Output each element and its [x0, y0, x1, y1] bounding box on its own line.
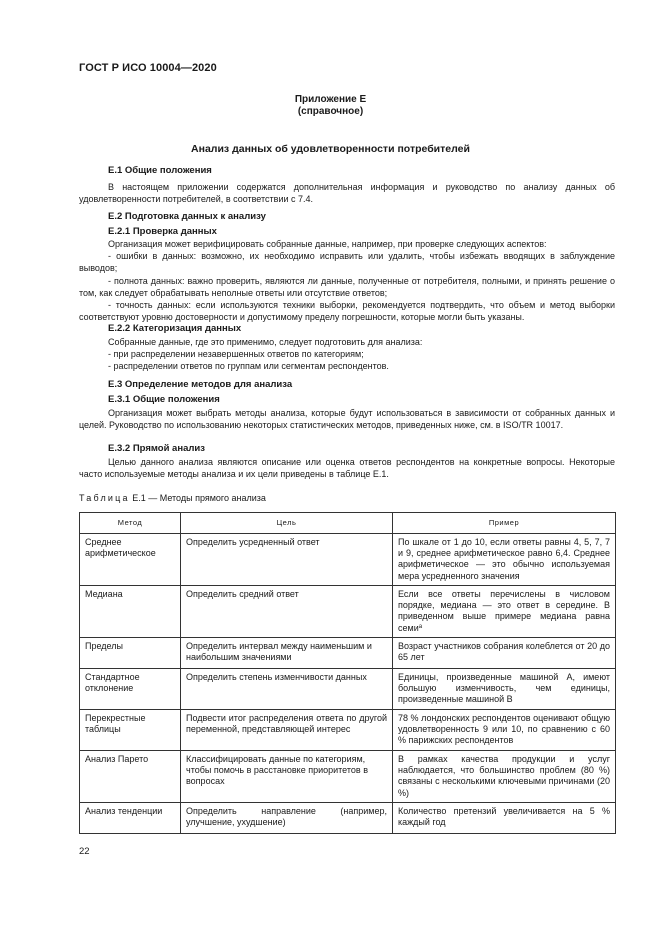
section-e21-intro: Организация может верифицировать собранные данные, например, при проверке следующих аспектов:	[108, 239, 547, 249]
table-caption-text: Е.1 — Методы прямого анализа	[132, 493, 266, 503]
table-cell-example: Возраст участников собрания колеблется от 20 до 65 лет	[393, 638, 616, 669]
section-e1-text: В настоящем приложении содержатся дополнительная информация и руководство по анализу данных об удовлетворенности потребителей, в соответствии с 7.4.	[79, 182, 615, 204]
table-row	[80, 803, 616, 834]
table-cell-goal: Определить средний ответ	[181, 586, 393, 638]
table-cell-example: 78 % лондонских респондентов оценивают общую удовлетворенность 9 или 10, по сравнению с 60 % парижских респондентов	[393, 710, 616, 751]
table-cell-method: Перекрестные таблицы	[80, 710, 181, 751]
table-row	[80, 586, 616, 638]
table-cell-goal: Подвести итог распределения ответа по другой переменной, представляющей интерес	[181, 710, 393, 751]
table-caption	[79, 493, 266, 503]
column-header-goal: Цель	[181, 513, 393, 534]
table-cell-example-text: Если все ответы перечислены в числовом порядке, медиана — это ответ в середине. В приведенном выше примере медиана равна семи	[398, 589, 610, 633]
table-row	[80, 534, 616, 586]
table-cell-example: Единицы, произведенные машиной А, имеют большую изменчивость, чем единицы, произведенные машиной В	[393, 669, 616, 710]
section-e21-item-accuracy: - точность данных: если используются техники выборки, рекомендуется подтвердить, что объем и метод выборки соответствуют уровню достоверности и допустимому пределу погрешности, которые могли быть указаны.	[79, 300, 615, 322]
table-cell-goal: Классифицировать данные по категориям, чтобы помочь в расстановке приоритетов в вопросах	[181, 751, 393, 803]
table-cell-method: Пределы	[80, 638, 181, 669]
section-e22-intro: Собранные данные, где это применимо, следует подготовить для анализа:	[108, 337, 423, 347]
table-cell-method: Анализ Парето	[80, 751, 181, 803]
methods-table	[79, 512, 616, 834]
table-caption-prefix: Таблица	[79, 493, 130, 503]
table-cell-goal: Определить усредненный ответ	[181, 534, 393, 586]
appendix-type: (справочное)	[297, 106, 364, 117]
table-header-row	[80, 513, 616, 534]
section-e32-heading: Е.3.2 Прямой анализ	[108, 443, 205, 454]
table-cell-example	[393, 586, 616, 638]
section-e2-heading: Е.2 Подготовка данных к анализу	[108, 211, 266, 222]
table-cell-method: Стандартное отклонение	[80, 669, 181, 710]
section-e21-heading: Е.2.1 Проверка данных	[108, 226, 217, 237]
table-cell-goal: Определить направление (например, улучшение, ухудшение)	[181, 803, 393, 834]
appendix-label	[0, 94, 661, 118]
section-e22-item1: - при распределении незавершенных ответов по категориям;	[108, 349, 364, 359]
section-e22-item2: - распределении ответов по группам или сегментам респондентов.	[108, 361, 389, 371]
section-e21-item-completeness: - полнота данных: важно проверить, являются ли данные, полученные от потребителя, полными, и принять решение о том, как следует обрабатывать неполные ответы или отсутствие ответов;	[79, 276, 615, 298]
table-cell-method: Медиана	[80, 586, 181, 638]
column-header-example: Пример	[393, 513, 616, 534]
section-e22-heading: Е.2.2 Категоризация данных	[108, 323, 242, 334]
table-cell-example: В рамках качества продукции и услуг наблюдается, что большинство проблем (80 %) связаны с несколькими ключевыми причинами (20 %)	[393, 751, 616, 803]
section-e31-heading: Е.3.1 Общие положения	[108, 394, 220, 405]
page-number: 22	[79, 846, 90, 857]
section-e3-heading: Е.3 Определение методов для анализа	[108, 379, 293, 390]
section-e31-text: Организация может выбрать методы анализа, которые будут использоваться в зависимости от собранных данных и целей. Руководство по использованию некоторых статистических методов, приведенных ниже, см. в ISO/TR 10017.	[79, 408, 615, 430]
table-cell-example: По шкале от 1 до 10, если ответы равны 4, 5, 7, 7 и 9, среднее арифметическое равно 6,4. Среднее арифметическое — это обычно используемая мера усредненного значения	[393, 534, 616, 586]
footnote-mark: a	[418, 623, 423, 630]
page-title: Анализ данных об удовлетворенности потребителей	[191, 143, 470, 155]
table-row	[80, 638, 616, 669]
table-cell-goal: Определить степень изменчивости данных	[181, 669, 393, 710]
section-e21-item-errors: - ошибки в данных: возможно, их необходимо исправить или удалить, чтобы избежать вводящих в заблуждение выводов;	[79, 251, 615, 273]
table-cell-method: Анализ тенденции	[80, 803, 181, 834]
table-row	[80, 669, 616, 710]
section-e1-heading: Е.1 Общие положения	[108, 165, 212, 176]
table-cell-goal: Определить интервал между наименьшим и наибольшим значениями	[181, 638, 393, 669]
column-header-method: Метод	[80, 513, 181, 534]
table-cell-method: Среднее арифметическое	[80, 534, 181, 586]
document-header: ГОСТ Р ИСО 10004—2020	[79, 62, 217, 74]
table-cell-example: Количество претензий увеличивается на 5 % каждый год	[393, 803, 616, 834]
appendix-title: Приложение Е	[294, 94, 367, 105]
section-e32-text: Целью данного анализа являются описание или оценка ответов респондентов на конкретные вопросы. Некоторые часто используемые методы анализа и их цели приведены в таблице Е.1.	[79, 457, 615, 479]
table-row	[80, 751, 616, 803]
table-row	[80, 710, 616, 751]
